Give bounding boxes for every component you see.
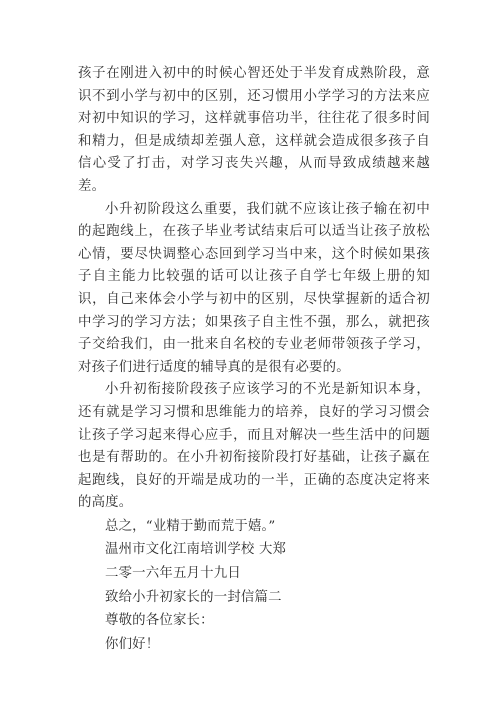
letter-two-greeting: 你们好！ <box>105 636 160 652</box>
signature-school: 温州市文化江南培训学校 大郑 <box>105 542 287 558</box>
paragraph-3: 小升初衔接阶段孩子应该学习的不光是新知识本身，还有就是学习习惯和思维能力的培养，良好的学习习惯会让孩子学习起来得心应手，而且对解决一些生活中的问题也是有帮助的。在小升初衔接阶段打好基础，让孩子赢在起跑线，良好的开端是成功的一半，正确的态度决定将来的高度。 <box>78 382 430 511</box>
paragraph-2: 小升初阶段这么重要，我们就不应该让孩子输在初中的起跑线上，在孩子毕业考试结束后可以适当让孩子放松心情，要尽快调整心态回到学习当中来，这个时候如果孩子自主能力比较强的话可以让孩子自学七年级上册的知识，自己来体会小学与初中的区别，尽快掌握新的适合初中学习的学习方法；如果孩子自主性不强，那么，就把孩子交给我们，由一批来自名校的专业老师带领孩子学习，对孩子们进行适度的辅导真的是很有必要的。 <box>78 201 430 375</box>
letter-two-salutation: 尊敬的各位家长： <box>105 613 214 629</box>
signature-date: 二零一六年五月十九日 <box>105 566 241 582</box>
paragraph-1: 孩子在刚进入初中的时候心智还处于半发育成熟阶段，意识不到小学与初中的区别，还习惯用小学学习的方法来应对初中知识的学习，这样就事倍功半，往往花了很多时间和精力，但是成绩却差强人意，这样就会造成很多孩子自信心受了打击，对学习丧失兴趣，从而导致成绩越来越差。 <box>78 66 430 194</box>
letter-two-title: 致给小升初家长的一封信篇二 <box>105 589 282 605</box>
closing-quote-line: 总之，“业精于勤而荒于嬉。” <box>105 518 276 534</box>
document-body <box>78 63 430 656</box>
